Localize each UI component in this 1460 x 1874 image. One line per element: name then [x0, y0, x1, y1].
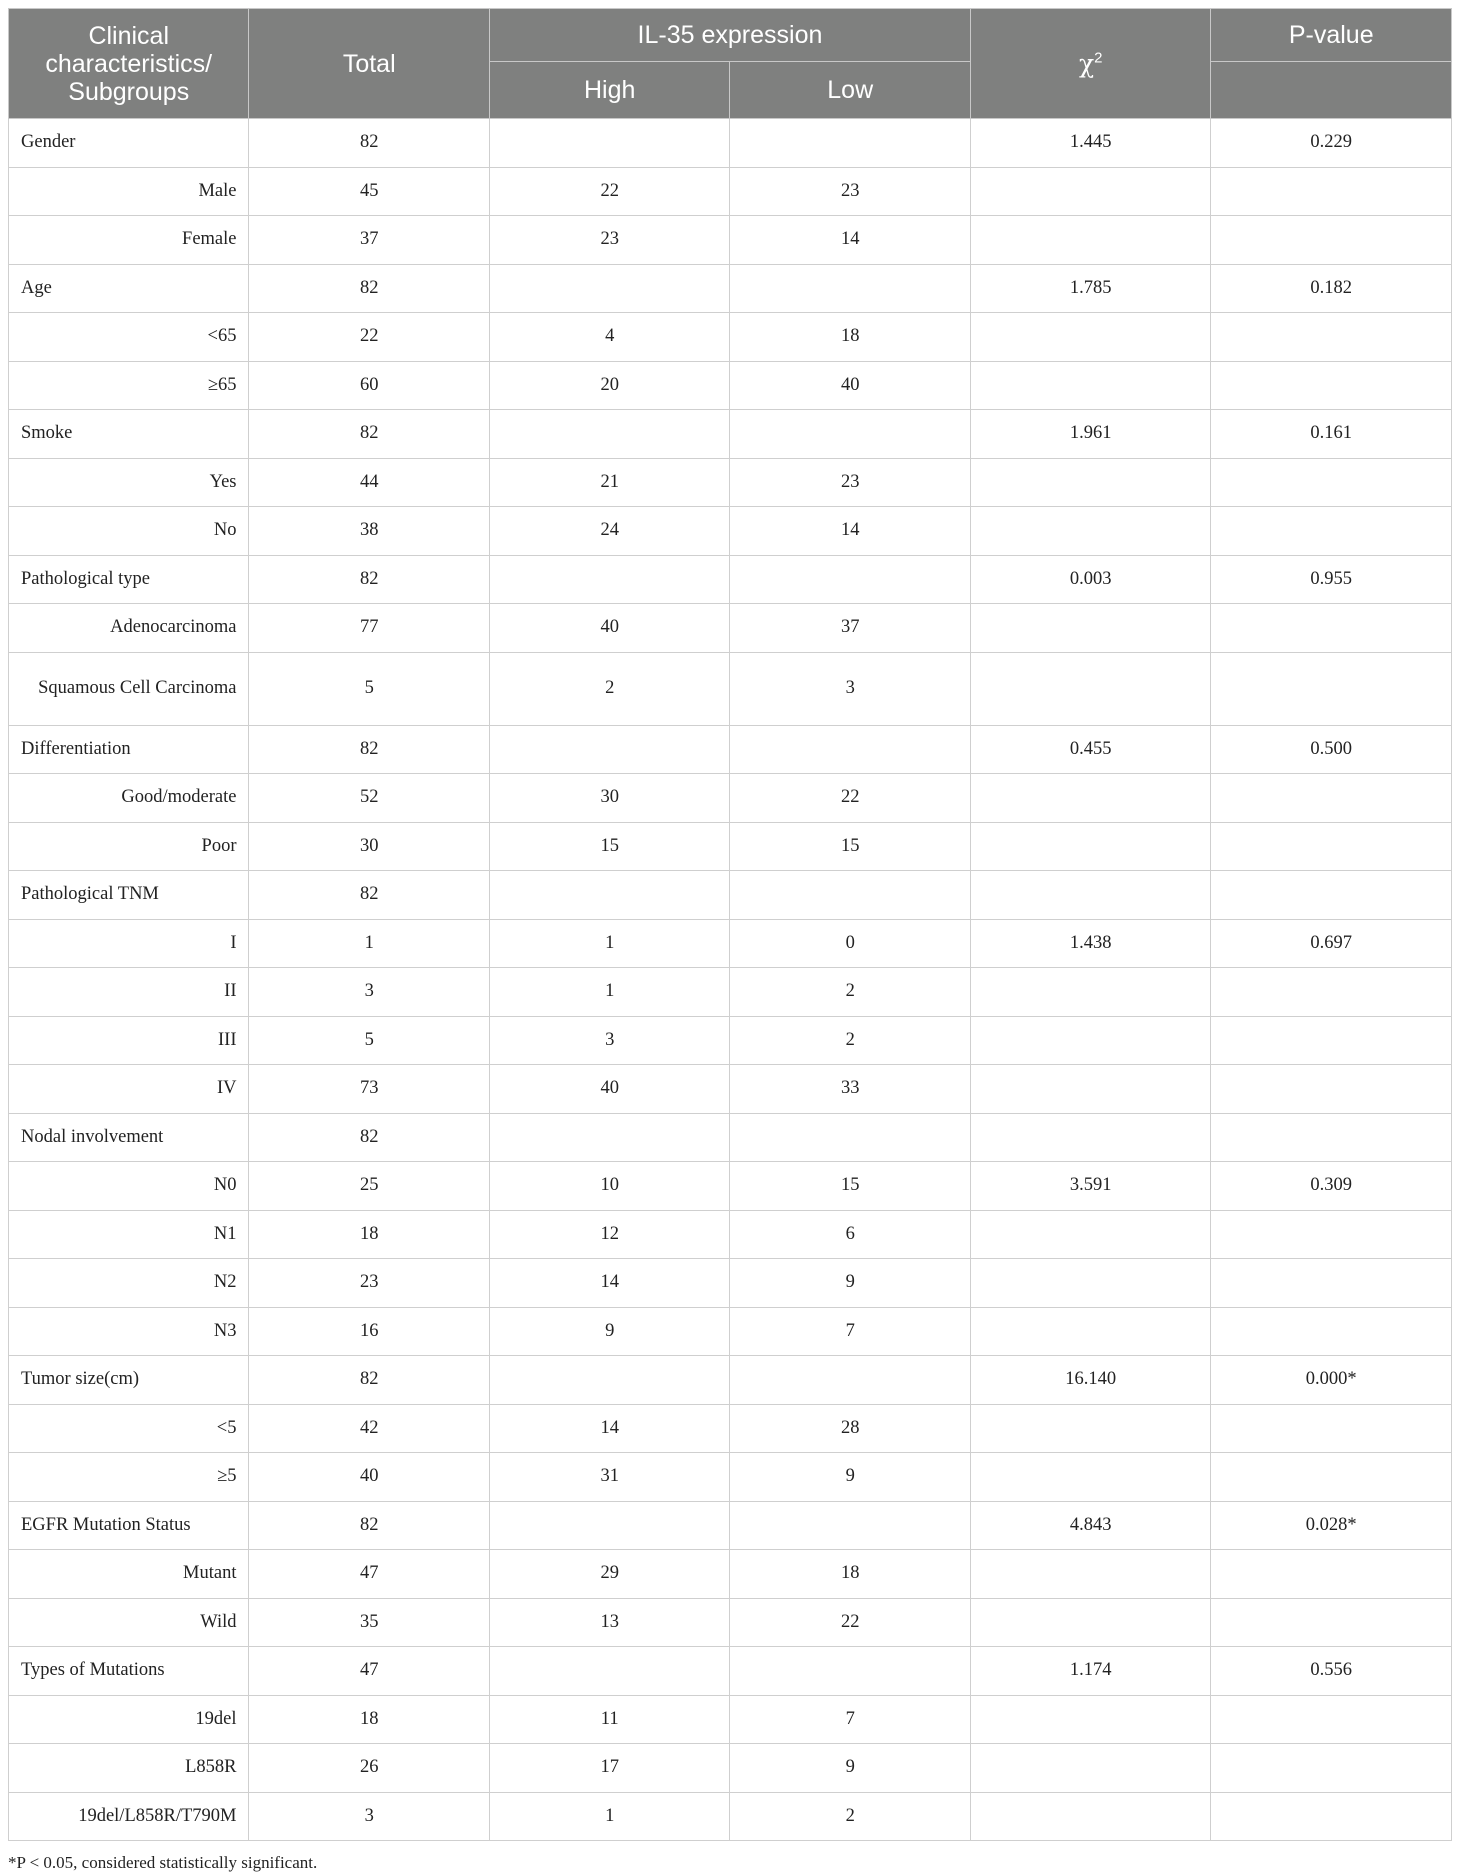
table-row: [9, 1550, 1452, 1599]
cell-p-value: [1211, 1259, 1452, 1308]
cell-high: 30: [489, 774, 729, 823]
cell-low: 7: [730, 1695, 971, 1744]
cell-total: 16: [249, 1307, 489, 1356]
cell-high: 21: [489, 458, 729, 507]
cell-low: 9: [730, 1453, 971, 1502]
row-label: Types of Mutations: [9, 1647, 249, 1696]
cell-chi-square: 1.445: [970, 119, 1210, 168]
table-row: [9, 1598, 1452, 1647]
cell-p-value: [1211, 968, 1452, 1017]
cell-low: 9: [730, 1744, 971, 1793]
row-label: <5: [9, 1404, 249, 1453]
cell-chi-square: [970, 1453, 1210, 1502]
row-label: N3: [9, 1307, 249, 1356]
cell-low: [730, 264, 971, 313]
table-row: [9, 458, 1452, 507]
row-label: Age: [9, 264, 249, 313]
cell-p-value: [1211, 361, 1452, 410]
table-row: [9, 1259, 1452, 1308]
cell-chi-square: [970, 313, 1210, 362]
cell-high: 9: [489, 1307, 729, 1356]
table-row: [9, 1744, 1452, 1793]
cell-chi-square: [970, 361, 1210, 410]
cell-high: 1: [489, 968, 729, 1017]
cell-low: 18: [730, 313, 971, 362]
table-row: [9, 1453, 1452, 1502]
table-header: [9, 9, 1452, 119]
cell-high: 1: [489, 1792, 729, 1841]
row-label: Gender: [9, 119, 249, 168]
cell-total: 82: [249, 1113, 489, 1162]
table-row: [9, 361, 1452, 410]
cell-high: [489, 555, 729, 604]
cell-p-value: 0.500: [1211, 725, 1452, 774]
cell-chi-square: [970, 1016, 1210, 1065]
row-label: 19del: [9, 1695, 249, 1744]
cell-total: 77: [249, 604, 489, 653]
cell-total: 47: [249, 1550, 489, 1599]
cell-total: 5: [249, 652, 489, 725]
row-label: L858R: [9, 1744, 249, 1793]
cell-low: 14: [730, 507, 971, 556]
cell-total: 82: [249, 1356, 489, 1405]
cell-p-value: [1211, 1598, 1452, 1647]
row-label: Male: [9, 167, 249, 216]
cell-total: 82: [249, 410, 489, 459]
cell-total: 82: [249, 1501, 489, 1550]
row-label: Pathological TNM: [9, 871, 249, 920]
header-low: Low: [730, 62, 971, 119]
row-label: N0: [9, 1162, 249, 1211]
cell-high: 11: [489, 1695, 729, 1744]
cell-chi-square: 0.455: [970, 725, 1210, 774]
table-row: [9, 313, 1452, 362]
cell-chi-square: 1.174: [970, 1647, 1210, 1696]
cell-high: 3: [489, 1016, 729, 1065]
header-characteristics: Clinical characteristics/ Subgroups: [9, 9, 249, 119]
header-high: High: [489, 62, 729, 119]
cell-low: [730, 1501, 971, 1550]
cell-high: 24: [489, 507, 729, 556]
table-row: [9, 1210, 1452, 1259]
cell-chi-square: [970, 774, 1210, 823]
cell-p-value: 0.697: [1211, 919, 1452, 968]
cell-high: [489, 1113, 729, 1162]
table-row: [9, 968, 1452, 1017]
row-label: EGFR Mutation Status: [9, 1501, 249, 1550]
cell-chi-square: [970, 458, 1210, 507]
cell-low: [730, 1113, 971, 1162]
cell-high: 14: [489, 1259, 729, 1308]
cell-chi-square: 1.961: [970, 410, 1210, 459]
cell-high: [489, 871, 729, 920]
cell-chi-square: [970, 1744, 1210, 1793]
cell-p-value: [1211, 822, 1452, 871]
table-row: [9, 822, 1452, 871]
table-row: [9, 774, 1452, 823]
cell-low: 2: [730, 968, 971, 1017]
cell-total: 42: [249, 1404, 489, 1453]
cell-p-value: 0.229: [1211, 119, 1452, 168]
table-row: [9, 1016, 1452, 1065]
table-row: [9, 410, 1452, 459]
cell-total: 3: [249, 1792, 489, 1841]
row-label: N2: [9, 1259, 249, 1308]
cell-high: 40: [489, 1065, 729, 1114]
table-row: [9, 652, 1452, 725]
cell-low: 6: [730, 1210, 971, 1259]
cell-p-value: 0.182: [1211, 264, 1452, 313]
cell-total: 22: [249, 313, 489, 362]
cell-chi-square: [970, 1259, 1210, 1308]
cell-total: 82: [249, 264, 489, 313]
cell-chi-square: 3.591: [970, 1162, 1210, 1211]
chi-symbol: χ: [1078, 48, 1095, 78]
cell-low: 23: [730, 458, 971, 507]
cell-chi-square: [970, 1404, 1210, 1453]
cell-low: 15: [730, 822, 971, 871]
cell-chi-square: [970, 507, 1210, 556]
cell-low: 0: [730, 919, 971, 968]
cell-total: 82: [249, 555, 489, 604]
cell-chi-square: [970, 1695, 1210, 1744]
cell-low: 2: [730, 1016, 971, 1065]
table-container: [8, 8, 1452, 1873]
cell-p-value: [1211, 1113, 1452, 1162]
row-label: Nodal involvement: [9, 1113, 249, 1162]
cell-low: [730, 410, 971, 459]
cell-total: 25: [249, 1162, 489, 1211]
cell-chi-square: [970, 1113, 1210, 1162]
row-label: ≥65: [9, 361, 249, 410]
row-label: Yes: [9, 458, 249, 507]
row-label: Wild: [9, 1598, 249, 1647]
cell-chi-square: [970, 1550, 1210, 1599]
cell-p-value: [1211, 507, 1452, 556]
cell-total: 40: [249, 1453, 489, 1502]
table-row: [9, 264, 1452, 313]
cell-high: 20: [489, 361, 729, 410]
row-label: IV: [9, 1065, 249, 1114]
cell-low: 9: [730, 1259, 971, 1308]
cell-high: 15: [489, 822, 729, 871]
cell-p-value: [1211, 1307, 1452, 1356]
table-row: [9, 1113, 1452, 1162]
cell-chi-square: 16.140: [970, 1356, 1210, 1405]
cell-high: [489, 264, 729, 313]
cell-high: 23: [489, 216, 729, 265]
cell-p-value: [1211, 313, 1452, 362]
header-total: Total: [249, 9, 489, 119]
cell-p-value: [1211, 1792, 1452, 1841]
cell-total: 3: [249, 968, 489, 1017]
row-label: Female: [9, 216, 249, 265]
cell-low: 22: [730, 1598, 971, 1647]
table-row: [9, 1501, 1452, 1550]
cell-total: 82: [249, 725, 489, 774]
header-il35-expression: IL-35 expression: [489, 9, 970, 62]
cell-p-value: [1211, 216, 1452, 265]
table-row: [9, 119, 1452, 168]
cell-chi-square: [970, 1792, 1210, 1841]
cell-p-value: [1211, 1210, 1452, 1259]
table-row: [9, 1065, 1452, 1114]
row-label: Differentiation: [9, 725, 249, 774]
cell-p-value: 0.556: [1211, 1647, 1452, 1696]
cell-low: 28: [730, 1404, 971, 1453]
row-label: Squamous Cell Carcinoma: [9, 652, 249, 725]
cell-low: 15: [730, 1162, 971, 1211]
cell-p-value: 0.028*: [1211, 1501, 1452, 1550]
cell-p-value: [1211, 1695, 1452, 1744]
chi-superscript: 2: [1094, 49, 1103, 67]
row-label: III: [9, 1016, 249, 1065]
cell-total: 82: [249, 119, 489, 168]
cell-high: 40: [489, 604, 729, 653]
table-row: [9, 555, 1452, 604]
cell-low: 33: [730, 1065, 971, 1114]
cell-total: 60: [249, 361, 489, 410]
row-label: Smoke: [9, 410, 249, 459]
cell-high: [489, 1647, 729, 1696]
cell-total: 44: [249, 458, 489, 507]
cell-p-value: [1211, 1016, 1452, 1065]
cell-chi-square: [970, 871, 1210, 920]
cell-high: 10: [489, 1162, 729, 1211]
cell-high: 4: [489, 313, 729, 362]
cell-high: 1: [489, 919, 729, 968]
cell-chi-square: [970, 167, 1210, 216]
cell-high: [489, 1356, 729, 1405]
cell-low: 22: [730, 774, 971, 823]
cell-total: 38: [249, 507, 489, 556]
table-row: [9, 871, 1452, 920]
row-label: N1: [9, 1210, 249, 1259]
cell-low: 23: [730, 167, 971, 216]
cell-total: 26: [249, 1744, 489, 1793]
cell-chi-square: [970, 1598, 1210, 1647]
header-p-value: P-value: [1211, 9, 1452, 62]
table-row: [9, 725, 1452, 774]
cell-p-value: [1211, 1065, 1452, 1114]
table-row: [9, 919, 1452, 968]
cell-high: [489, 725, 729, 774]
cell-p-value: [1211, 1453, 1452, 1502]
row-label: Pathological type: [9, 555, 249, 604]
cell-p-value: 0.955: [1211, 555, 1452, 604]
cell-low: 37: [730, 604, 971, 653]
clinical-characteristics-table: [8, 8, 1452, 1841]
table-row: [9, 1695, 1452, 1744]
table-row: [9, 216, 1452, 265]
row-label: Mutant: [9, 1550, 249, 1599]
cell-p-value: [1211, 1550, 1452, 1599]
cell-low: [730, 119, 971, 168]
cell-p-value: [1211, 1744, 1452, 1793]
cell-chi-square: 1.438: [970, 919, 1210, 968]
table-row: [9, 507, 1452, 556]
row-label: <65: [9, 313, 249, 362]
cell-low: [730, 1647, 971, 1696]
cell-chi-square: [970, 1210, 1210, 1259]
cell-chi-square: [970, 1065, 1210, 1114]
row-label: II: [9, 968, 249, 1017]
cell-low: [730, 1356, 971, 1405]
cell-low: [730, 871, 971, 920]
cell-total: 23: [249, 1259, 489, 1308]
header-chi-square: [970, 9, 1210, 119]
cell-p-value: 0.309: [1211, 1162, 1452, 1211]
cell-high: [489, 410, 729, 459]
row-label: I: [9, 919, 249, 968]
table-row: [9, 604, 1452, 653]
cell-total: 37: [249, 216, 489, 265]
cell-total: 45: [249, 167, 489, 216]
table-row: [9, 1307, 1452, 1356]
cell-total: 82: [249, 871, 489, 920]
row-label: Tumor size(cm): [9, 1356, 249, 1405]
cell-high: 17: [489, 1744, 729, 1793]
cell-total: 35: [249, 1598, 489, 1647]
cell-high: 29: [489, 1550, 729, 1599]
cell-p-value: [1211, 1404, 1452, 1453]
cell-total: 18: [249, 1695, 489, 1744]
cell-p-value: 0.000*: [1211, 1356, 1452, 1405]
cell-chi-square: [970, 216, 1210, 265]
cell-chi-square: 1.785: [970, 264, 1210, 313]
cell-chi-square: [970, 968, 1210, 1017]
cell-high: [489, 1501, 729, 1550]
cell-high: [489, 119, 729, 168]
cell-chi-square: 0.003: [970, 555, 1210, 604]
cell-p-value: [1211, 652, 1452, 725]
table-row: [9, 1404, 1452, 1453]
row-label: ≥5: [9, 1453, 249, 1502]
footnote: *P < 0.05, considered statistically significant.: [8, 1853, 318, 1872]
cell-low: 2: [730, 1792, 971, 1841]
cell-total: 5: [249, 1016, 489, 1065]
cell-chi-square: 4.843: [970, 1501, 1210, 1550]
cell-low: 40: [730, 361, 971, 410]
cell-total: 30: [249, 822, 489, 871]
cell-total: 18: [249, 1210, 489, 1259]
cell-chi-square: [970, 1307, 1210, 1356]
cell-low: 18: [730, 1550, 971, 1599]
cell-p-value: [1211, 871, 1452, 920]
cell-chi-square: [970, 604, 1210, 653]
table-row: [9, 1647, 1452, 1696]
table-row: [9, 1792, 1452, 1841]
cell-low: 7: [730, 1307, 971, 1356]
table-row: [9, 167, 1452, 216]
cell-total: 73: [249, 1065, 489, 1114]
header-p-value-blank: [1211, 62, 1452, 119]
cell-chi-square: [970, 822, 1210, 871]
table-row: [9, 1162, 1452, 1211]
cell-total: 52: [249, 774, 489, 823]
cell-p-value: [1211, 167, 1452, 216]
cell-high: 13: [489, 1598, 729, 1647]
row-label: Poor: [9, 822, 249, 871]
table-row: [9, 1356, 1452, 1405]
cell-high: 12: [489, 1210, 729, 1259]
cell-high: 22: [489, 167, 729, 216]
cell-high: 31: [489, 1453, 729, 1502]
cell-low: 14: [730, 216, 971, 265]
cell-low: [730, 725, 971, 774]
row-label: No: [9, 507, 249, 556]
cell-high: 2: [489, 652, 729, 725]
cell-low: [730, 555, 971, 604]
row-label: Good/moderate: [9, 774, 249, 823]
cell-low: 3: [730, 652, 971, 725]
table-body: [9, 119, 1452, 1841]
cell-total: 1: [249, 919, 489, 968]
cell-p-value: 0.161: [1211, 410, 1452, 459]
row-label: Adenocarcinoma: [9, 604, 249, 653]
cell-p-value: [1211, 774, 1452, 823]
cell-chi-square: [970, 652, 1210, 725]
cell-p-value: [1211, 604, 1452, 653]
cell-high: 14: [489, 1404, 729, 1453]
cell-total: 47: [249, 1647, 489, 1696]
cell-p-value: [1211, 458, 1452, 507]
row-label: 19del/L858R/T790M: [9, 1792, 249, 1841]
